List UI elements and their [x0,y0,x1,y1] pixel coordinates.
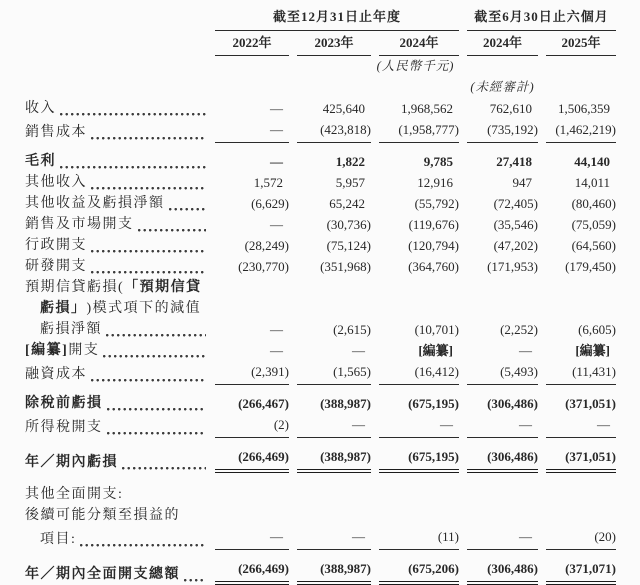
dot-leader [80,529,206,550]
row-label-text [25,172,207,193]
row-label [25,214,207,235]
label-segment: 後續可能分類至損益的 [25,508,180,523]
value-cell: (47,202) [493,238,538,253]
year-column-header: 2024年 [467,31,538,56]
table-row [25,473,616,505]
value-cell: 27,418 [496,154,532,169]
table-row [25,319,616,340]
row-label [25,550,207,585]
value-cell: (675,195) [379,438,459,473]
row-label-spacer [25,31,207,56]
document-page [0,6,640,585]
value-cell: — [519,343,532,358]
dot-leader [184,564,206,585]
year-column-header: 2025年 [546,31,616,56]
row-label [25,256,207,277]
label-segment: 所得稅開支 [25,420,103,435]
table-row [25,526,616,550]
row-label [25,361,207,385]
row-label [25,235,207,256]
table-row [25,505,616,526]
row-label-spacer [25,56,207,77]
value-cell: (388,987) [297,550,371,585]
dot-leader [91,122,206,143]
row-label [25,298,616,319]
value-cell: (2,391) [215,361,289,385]
unaudited-note: (未經審計) [470,80,535,94]
row-label [25,143,207,172]
value-cell: (1,958,777) [379,119,459,143]
row-label [25,438,207,473]
dot-leader [107,417,207,438]
value-cell: 5,957 [335,175,365,190]
value-cell: (2,252) [500,322,538,337]
dot-leader [91,172,206,193]
dot-leader [60,151,206,172]
period-group-header: 截至6月30日止六個月 [467,6,616,31]
value-cell: (230,770) [238,259,289,274]
row-label-text [25,505,616,526]
currency-unit-note: (人民幣千元) [376,59,455,73]
row-label [25,119,207,143]
value-cell: (306,486) [467,550,538,585]
row-label-text [25,529,207,550]
value-cell: — [270,154,283,169]
row-label [25,385,207,414]
label-segment: 融資成本 [25,367,87,382]
year-header-row [25,31,616,56]
label-segment: 年／期內虧損 [25,455,118,470]
dot-leader [138,214,207,235]
dot-leader [91,256,206,277]
row-label-text [25,319,207,340]
table-row [25,277,616,298]
dot-leader [122,452,206,473]
table-row [25,438,616,473]
unaudited-note-row [25,77,616,98]
value-cell: (80,460) [571,196,616,211]
value-cell: — [546,414,616,438]
label-segment: 預期信貸虧損( [25,280,125,295]
value-cell: (306,486) [467,438,538,473]
value-cell: (179,450) [565,259,616,274]
value-cell: — [467,414,538,438]
value-cell: (72,405) [493,196,538,211]
value-cell: (266,467) [238,396,289,411]
row-label-text [25,98,207,119]
value-cell: — [270,101,283,116]
value-cell: (371,051) [565,396,616,411]
value-cell: 12,916 [417,175,453,190]
value-cell: (5,493) [467,361,538,385]
value-cell: (171,953) [487,259,538,274]
value-cell: (371,071) [546,550,616,585]
value-cell: (266,469) [215,550,289,585]
empty-cell [297,77,371,98]
value-cell: (11) [379,526,459,550]
value-cell: (1,462,219) [546,119,616,143]
value-cell: — [215,526,289,550]
value-cell: (55,792) [414,196,459,211]
value-cell: (423,818) [297,119,371,143]
row-label-spacer [25,77,207,98]
value-cell: 1,506,359 [558,101,610,116]
row-label [25,193,207,214]
value-cell: 425,640 [322,101,365,116]
empty-cell [546,77,616,98]
row-label-text [25,417,207,438]
period-group-row [25,6,616,31]
table-row [25,143,616,172]
value-cell: — [297,526,371,550]
value-cell: (306,486) [487,396,538,411]
value-cell: (120,794) [408,238,459,253]
value-cell: (675,195) [408,396,459,411]
table-row [25,193,616,214]
value-cell: (371,051) [546,438,616,473]
value-cell: (388,987) [320,396,371,411]
label-segment: 行政開支 [25,238,87,253]
value-cell: — [270,322,283,337]
row-label-text [25,564,207,585]
value-cell: (20) [546,526,616,550]
value-cell: (266,469) [215,438,289,473]
value-cell: (11,431) [546,361,616,385]
value-cell: — [270,343,283,358]
table-row [25,385,616,414]
row-label-text [25,256,207,277]
value-cell: (28,249) [244,238,289,253]
label-segment: 虧損」 [40,301,87,316]
row-label [25,473,616,505]
table-row [25,98,616,119]
row-label-text [25,214,207,235]
value-cell: (75,124) [326,238,371,253]
row-label-spacer [25,6,207,31]
value-cell: (6,605) [578,322,616,337]
label-segment: 年／期內全面開支總額 [25,567,180,582]
value-cell: (2,615) [333,322,371,337]
dot-leader [107,393,207,414]
table-row [25,119,616,143]
empty-cell [379,77,459,98]
label-segment: 銷售及市場開支 [25,217,134,232]
table-row [25,235,616,256]
value-cell: 65,242 [329,196,365,211]
value-cell: (75,059) [571,217,616,232]
value-cell: (10,701) [414,322,459,337]
row-label [25,277,616,298]
value-cell: (6,629) [251,196,289,211]
row-label [25,172,207,193]
table-row [25,256,616,277]
label-segment: 其他收益及虧損淨額 [25,196,165,211]
label-segment: 收入 [25,101,56,116]
row-label-text [25,122,207,143]
row-label-text [25,340,207,361]
value-cell: 762,610 [489,101,532,116]
row-label [25,505,616,526]
table-header [25,6,616,98]
value-cell: — [467,526,538,550]
row-label [25,414,207,438]
table-row [25,414,616,438]
value-cell: [編纂] [575,343,610,358]
dot-leader [91,235,206,256]
value-cell: 1,822 [335,154,365,169]
label-segment: 研發開支 [25,259,87,274]
row-label-text [25,151,207,172]
label-segment: 毛利 [25,154,56,169]
value-cell: (675,206) [379,550,459,585]
year-column-header: 2024年 [379,31,459,56]
value-cell: [編纂] [418,343,453,358]
label-segment: 開支 [68,343,100,358]
value-cell: (30,736) [326,217,371,232]
period-group-header: 截至12月31日止年度 [215,6,459,31]
value-cell: 1,968,562 [401,101,453,116]
value-cell: — [379,414,459,438]
value-cell: 9,785 [423,154,453,169]
table-row [25,172,616,193]
value-cell: (1,565) [297,361,371,385]
value-cell: — [297,414,371,438]
label-segment: )模式項下的減值 [86,301,202,316]
table-row [25,361,616,385]
label-segment: 「預期信貸 [124,280,202,295]
row-label-text [25,452,207,473]
label-segment: 其他收入 [25,175,87,190]
value-cell: — [215,119,289,143]
income-statement-table [17,6,624,585]
table-row [25,298,616,319]
value-cell: 14,011 [574,175,610,190]
label-segment: 項目: [40,532,77,547]
label-segment: 銷售成本 [25,125,87,140]
row-label-text [25,235,207,256]
table-row [25,550,616,585]
row-label-text [25,364,207,385]
value-cell: — [270,217,283,232]
year-column-header: 2022年 [215,31,289,56]
table-body [25,98,616,585]
dot-leader [169,193,207,214]
row-label-text [25,393,207,414]
value-cell: 44,140 [574,154,610,169]
row-label [25,319,207,340]
year-column-header: 2023年 [297,31,371,56]
empty-cell [215,77,289,98]
value-cell: (351,968) [320,259,371,274]
row-label [25,98,207,119]
value-cell: (364,760) [408,259,459,274]
unit-note-row [25,56,616,77]
dot-leader [60,98,206,119]
value-cell: (119,676) [408,217,459,232]
label-segment: 虧損淨額 [40,322,102,337]
label-segment: [編纂] [25,343,69,358]
dot-leader [103,340,206,361]
value-cell: (16,412) [379,361,459,385]
label-segment: 其他全面開支: [25,487,124,502]
value-cell: — [352,343,365,358]
value-cell: 947 [512,175,532,190]
dot-leader [91,364,206,385]
dot-leader [106,319,206,340]
row-label-text [25,484,616,505]
label-segment: 除稅前虧損 [25,396,103,411]
row-label [25,340,207,361]
row-label [25,526,207,550]
value-cell: (35,546) [493,217,538,232]
table-row [25,214,616,235]
value-cell: (388,987) [297,438,371,473]
table-row [25,340,616,361]
value-cell: 1,572 [253,175,283,190]
row-label-text [25,277,616,298]
value-cell: (735,192) [467,119,538,143]
row-label-text [25,193,207,214]
row-label-text [25,298,616,319]
value-cell: (64,560) [571,238,616,253]
value-cell: (2) [215,414,289,438]
